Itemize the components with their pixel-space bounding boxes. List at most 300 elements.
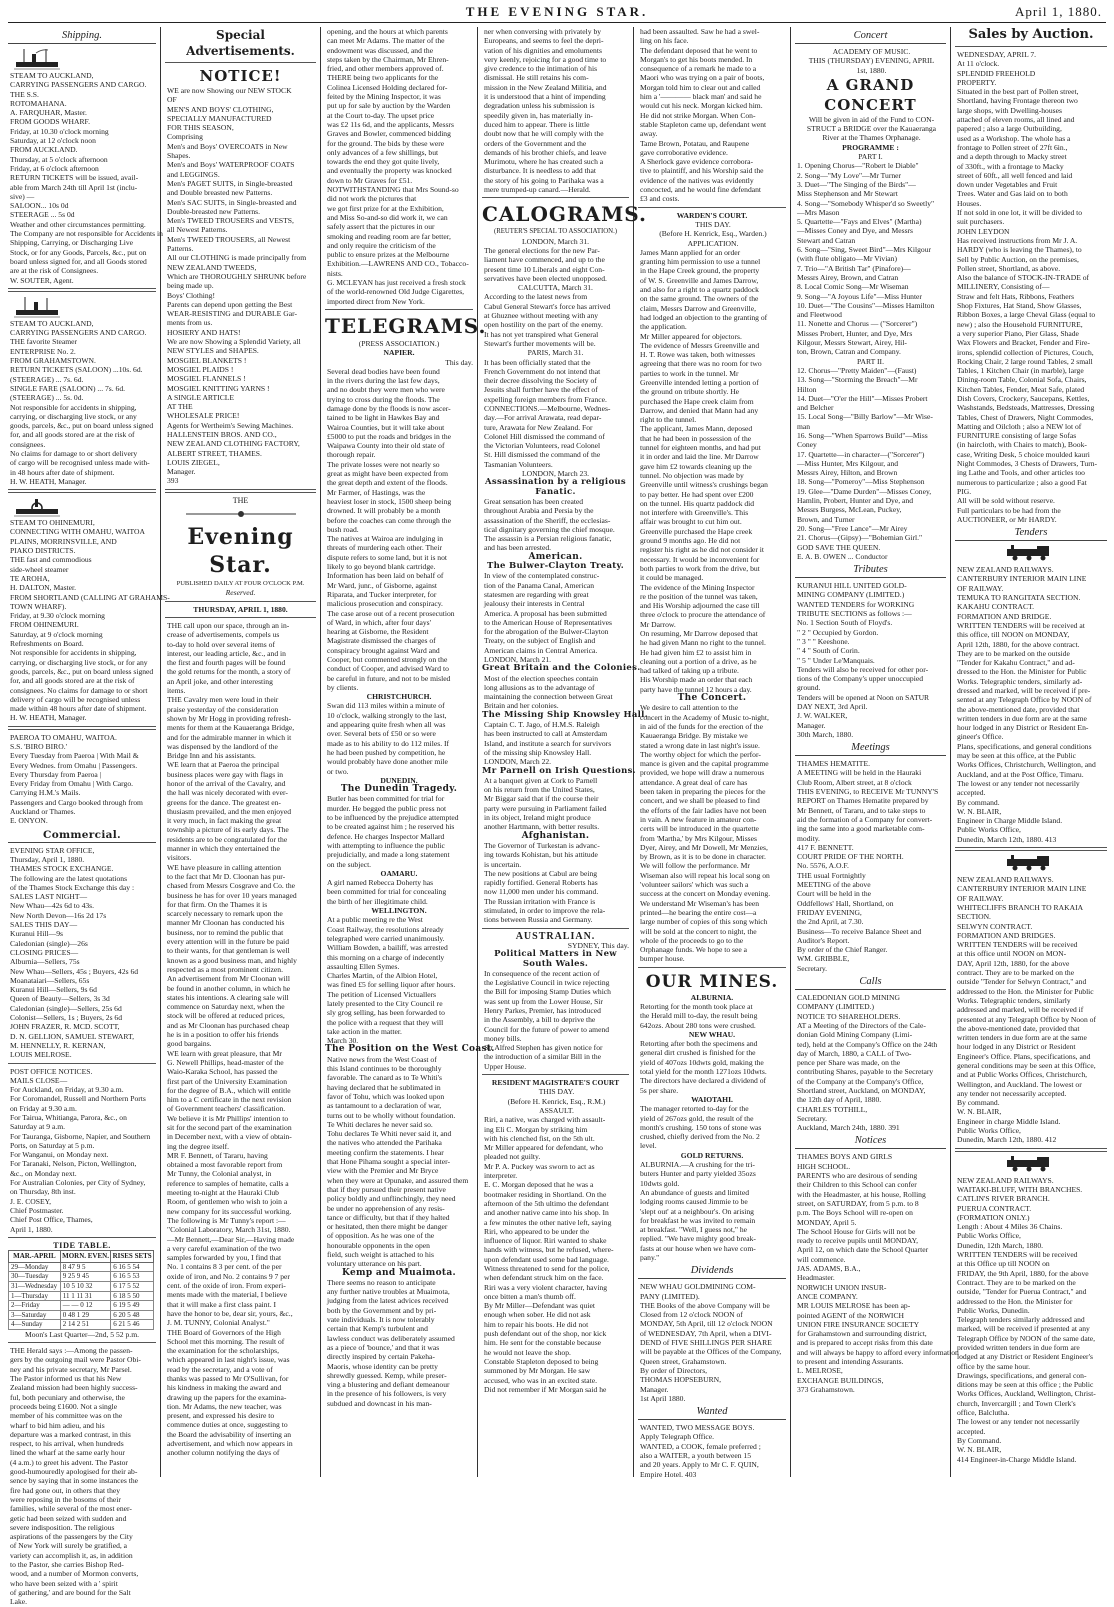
caledonian-call-notice [795, 993, 946, 1132]
text-line: tained to be light in Hawkes Bay and [327, 413, 440, 423]
text-line: HOSIERY AND HATS! [167, 327, 241, 337]
text-line: the efforts of the fair ladies have not been [640, 805, 767, 815]
text-line: reference to samples of hematite, calls a [167, 1178, 289, 1188]
text-line: Oddfellows' Hall, Shortland, on [797, 898, 894, 908]
text-line: Morgan's to get his boots mended. In [640, 54, 753, 64]
text-line: CONNECTIONS.—Melbourne, Wednes- [484, 403, 611, 413]
text-line: Murimotu, where he has created such a [484, 157, 604, 167]
text-line: with attempting to influence the public [327, 840, 445, 850]
tide-cell: — — 0 12 [60, 1301, 111, 1311]
text-line: 9. Song—"A Joyous Life"—Miss Hunter [797, 291, 922, 301]
text-line: For Tairua, Whitianga, Parora, &c., on [10, 1112, 127, 1122]
text-line: 6. Song—"Sing, Sweet Bird"—Mrs Kilgour [797, 245, 932, 255]
text-line: and another native came into his shop. In [484, 1208, 609, 1218]
text-line: had lodged an objection to the granting of [640, 312, 768, 322]
text-line: MOSGIEL PLAIDS ! [167, 364, 234, 374]
wardens-court-heading: WARDEN'S COURT. [676, 210, 748, 220]
text-line: 20. Song—"Free Lance"—Mr Airey [797, 523, 908, 533]
text-line: Waio-Karaka School, has passed the [167, 1067, 278, 1077]
text-line: or two. [327, 766, 349, 776]
text-line: THIS (THURSDAY) EVENING, APRIL [808, 56, 935, 66]
text-line: No claims for damage to or short delivery [10, 448, 138, 458]
text-line: carrying, or discharging live stock, or any [10, 411, 137, 421]
dateline-calcutta: CALCUTTA, March 31. [518, 283, 593, 293]
text-line: Double-breasted new Patterns. [167, 206, 260, 216]
text-line: and is prepared to accept risks from this date [797, 1338, 933, 1348]
text-line: assassination of the Sheriff, the ecclesias- [484, 515, 611, 525]
text-line: with the Headmaster, at his house, Rolling [797, 1189, 926, 1199]
text-line: new company for its successful working. [167, 1206, 292, 1216]
text-line: 10dwts gold. [640, 1178, 680, 1188]
text-line: present, and expressed his desire to [167, 1411, 275, 1421]
railway-engine-icon [1001, 1156, 1061, 1172]
rm-court-subhead [482, 1087, 629, 1115]
alburnia-heading: ALBURNIA. [690, 992, 734, 1002]
text-line: of the Company at the Company's Office, [797, 1076, 924, 1086]
text-line: Night Commodes, 3 Chests of Drawers, Turn- [957, 459, 1098, 469]
text-line: obtained a most favorable report from [167, 1160, 283, 1170]
text-line: The evidence of the Mining Inspector [640, 582, 755, 592]
rotomahana-notice [8, 71, 163, 285]
text-line: Public Works, Dunedin. [957, 1305, 1030, 1315]
text-line: Caledonian (single)—Sellers, 25s 6d [10, 1003, 122, 1013]
text-line: Empire Hotel. 403 [640, 1469, 697, 1479]
text-line: dressed and marked, will be received if pre- [957, 686, 1091, 695]
text-line: total yield for the month 1271ozs 10dwts. [640, 1067, 767, 1077]
text-line: ture, Arawata for New Zealand. For [484, 422, 593, 432]
text-line: at this office until NOON on MON- [957, 949, 1067, 959]
text-line: WEAR-RESISTING and DURABLE Gar- [167, 309, 297, 319]
text-line: 30th March, 1880. [797, 729, 854, 739]
text-line: contributing Shares, payable to the Secretary [797, 1067, 934, 1077]
parnell-heading: Mr Parnell on Irish Questions. [482, 765, 636, 776]
text-line: For Wanganui, on Monday next. [10, 1150, 109, 1160]
text-line: frontage to Pollen street of 27ft 6in., [957, 142, 1068, 152]
tide-cell: 2 14 2 51 [60, 1320, 111, 1330]
text-line: RETURN TICKETS will be issued, avail- [10, 173, 139, 183]
paper-title: THE EVENING STAR. [465, 4, 649, 19]
text-line: 393 [167, 476, 179, 486]
text-line: had talked of taking up a tribute. [640, 666, 739, 676]
part-one-label: PART I. [858, 152, 883, 162]
grand-concert-heading: A GRAND CONCERT [824, 75, 917, 114]
text-line: Headmaster. [797, 1273, 835, 1283]
text-line: If not sold in one lot, it will be divided to [957, 208, 1083, 218]
table-row [9, 1262, 154, 1272]
text-line: away. [640, 129, 658, 139]
text-line: buters Hunter and party yielded 35ozs [640, 1169, 756, 1179]
text-line: ing the degree itself. [167, 1141, 229, 1151]
railway-engine-icon [1001, 855, 1061, 871]
text-line: would probably have done another mile [327, 757, 448, 767]
academy-notice [795, 47, 946, 75]
text-line: will be payable at the Offices of the Company, [640, 1347, 782, 1357]
text-line: River at the Thames Orphanage. [822, 133, 921, 143]
text-line: chased from Messrs Cosgrave and Co. the [167, 881, 296, 891]
text-line: 'slept out' at a neighbour's. On arising [640, 1206, 754, 1216]
text-line: We understand Mr Wiseman's has been [640, 898, 760, 908]
text-line: MONDAY, 5th April, till 12 o'clock NOON [640, 1319, 773, 1329]
text-line: Queen street, Grahamstown. [640, 1356, 727, 1366]
tide-col-head: MORN. EVEN. [60, 1251, 111, 1263]
text-line: Public Works Office, [957, 1231, 1021, 1241]
text-line: THE Herald says :—Among the passen- [10, 1346, 133, 1356]
text-line: HARDY (who is leaving the Thames), to [957, 245, 1082, 255]
text-line: as a piece of 'bounce,' and that it was [327, 1342, 440, 1352]
text-line: £3 and costs. [640, 194, 680, 204]
text-line: Mr P. A. Puckey was sworn to act as [484, 1161, 595, 1171]
text-line: three o'clock to procure the attendance of [640, 610, 766, 620]
text-line: FROM SHORTLAND (CALLING AT GRAHAMS- [10, 592, 170, 602]
text-line: By command. [957, 797, 1000, 807]
biro-biro-notice [8, 733, 156, 826]
text-line: They are to be marked on the outside [957, 648, 1070, 658]
text-line: tunnel. No objection was made by [640, 470, 744, 480]
text-line: MEN'S AND BOYS' CLOTHING, [167, 104, 274, 114]
text-line: ACADEMY OF MUSIC. [832, 47, 911, 56]
text-line: at the Court to-day. The upset price [327, 110, 435, 120]
rights-reserved: Reserved. [225, 588, 256, 598]
text-line: NEW STYLES and SHAPES. [167, 346, 259, 356]
text-line: hearing at Gisborne, the Resident [327, 627, 429, 637]
text-line: Mr Tunny, the Colonial analyst, in [167, 1169, 272, 1179]
text-line: of the world-renowned Old Judge Cigarettes, [327, 287, 465, 297]
text-line: Situated in the best part of Pollen street, [957, 87, 1079, 97]
text-line: Every Tuesday from Paeroa | With Mail & [10, 751, 139, 761]
text-line: According to the latest news from [484, 292, 588, 302]
table-row [9, 1320, 154, 1330]
text-line: open hostility on the part of the enemy. [484, 320, 603, 330]
text-line: The evidence of Messrs Greenville and [640, 340, 760, 350]
text-line: of cargo will be recognised unless made with- [10, 458, 150, 468]
text-line: Coast Railway, the resolutions already [327, 924, 444, 934]
text-line: Tenders will be opened at Noon on SATUR [797, 692, 930, 702]
text-line: UNION FIRE INSURANCE SOCIETY [797, 1319, 920, 1329]
text-line: WE have pleasure in calling attention [167, 862, 282, 872]
tide-cell: 9 25 9 45 [60, 1272, 111, 1282]
text-line: Washstands, Bedsteads, Mattresses, Dressing [957, 403, 1095, 413]
text-line: Maoris, whose identity can be pretty [327, 1361, 438, 1371]
text-line: Men's and Boys' OVERCOATS in New [167, 141, 288, 151]
text-line: present time 10 Liberals and eight Con- [484, 264, 605, 274]
text-line: WE are now Showing our NEW STOCK [167, 86, 292, 95]
text-line: good-humouredly apologised for their ab- [10, 1467, 138, 1477]
text-line: The new positions at Cabul are being [484, 868, 598, 878]
text-line: The petition of Licensed Victuallers [327, 989, 437, 999]
section-head-tributes: Tributes [795, 563, 946, 578]
text-line: by Brown, as it is to be done in character. [640, 852, 766, 862]
text-line: enough when sober. He did not ask [484, 1310, 591, 1320]
text-line: concert, and we shall be pleased to find [640, 796, 760, 806]
text-line: did not work the pictures that [327, 194, 417, 204]
text-line: We believe it is Mr Phillips' intention to [167, 1113, 289, 1123]
dateline-sydney: SYDNEY, This day. [567, 940, 629, 950]
text-line: Charles Martin, of the Albion Hotel, [327, 971, 438, 981]
rm-court-heading: RESIDENT MAGISTRATE'S COURT [491, 1078, 620, 1088]
text-line: 1st April 1880. [640, 1393, 686, 1403]
text-line: Will be given in aid of the Fund to CON- [808, 114, 935, 124]
text-line: FRIDAY, the 9th April, 1880, for the above [957, 1268, 1089, 1278]
text-line: the police with a request that they will [327, 1017, 444, 1027]
text-line: and a depth through to Macky street [957, 152, 1067, 162]
dunedin-report [325, 794, 473, 868]
text-line: (in haircloth, with Chairs to match), Book- [957, 440, 1087, 450]
text-line: pany." [640, 1253, 660, 1262]
text-line: The following are the latest quotations [10, 873, 128, 883]
text-line: MR LOUIS MELROSE has been ap- [797, 1301, 911, 1311]
text-line: All will be sold without reserve. [957, 496, 1055, 506]
text-line: accused, who was in an excited state. [484, 1375, 598, 1385]
text-line: of WEDNESDAY, 7th April, when a DIVI- [640, 1328, 772, 1338]
selwyn-tender-notice [955, 875, 1107, 1145]
kuranui-tributes-notice [795, 581, 946, 739]
text-line: Kitchen Tables, Fender, Meat Safe, plated [957, 384, 1085, 394]
text-line: Caledonian (single)—26s [10, 938, 88, 948]
text-line: (with flute obligato—Mr Vivian) [797, 254, 898, 264]
text-line: affair was brought to cut him out. [640, 517, 742, 527]
text-line: Mr Ward, junr., of Gisborne, against [327, 580, 437, 590]
text-line: Refreshments on Board. [10, 639, 84, 649]
text-line: thanks was passed to Mr O'Sullivan, for [167, 1374, 289, 1383]
text-line: WRITTEN TENDERS will be received at [957, 620, 1085, 630]
text-line: H. W. HEATH, Manager. [10, 476, 87, 486]
text-line: Captain C. T. Jago, of H.M.S. Raleigh [484, 720, 600, 730]
text-line: The worthy object for which the perfor- [640, 749, 761, 759]
text-line: at this Office up till NOON on [957, 1259, 1050, 1269]
text-line: His Worship made an order that each [640, 675, 753, 685]
text-line: pointed AGENT of the NORWICH [797, 1310, 905, 1320]
text-line: The following is Mr Tunny's report :— [167, 1215, 286, 1225]
text-line: We will follow the performance. Mr [640, 861, 750, 871]
text-line: Witness threatened to send for the police, [484, 1264, 610, 1273]
text-line: pence per Share was made, on the [797, 1058, 901, 1068]
text-line: CATLIN'S RIVER BRANCH. [957, 1194, 1050, 1204]
text-line: JOHN LEYDON [957, 226, 1010, 236]
text-line: The School House for Girls will not be [797, 1226, 916, 1236]
text-line: can meet Mr Adams. The matter of the [327, 36, 445, 46]
text-line: THE Books of the above Company will be [640, 1300, 770, 1310]
text-line: greens for the dance. The greatest en- [167, 797, 281, 807]
text-line: Kilgour, Messrs Stewart, Airey, Hil- [797, 338, 907, 348]
text-line: purchased the Hape creek claim from [640, 396, 754, 406]
text-line: business, nor to remind the public that [167, 927, 284, 937]
text-line: By command. [957, 1098, 1000, 1108]
text-line: oxide of iron, and No. 2 contains 9 7 per [167, 1271, 290, 1281]
text-line: to be created against him ; he reserved his [327, 822, 455, 832]
text-line: in the Assembly, a bill to deprive the [484, 1015, 596, 1025]
west-coast-heading: The Position on the West Coast. [325, 1044, 495, 1055]
text-line: addressed and marked, will be received if [957, 1005, 1084, 1015]
colonies-report [482, 674, 629, 711]
text-line: Pollen street, Shortland, as above. [957, 263, 1061, 273]
text-line: PROPERTY. [957, 77, 997, 87]
text-line: It has not yet transpired what General [484, 329, 599, 339]
text-line: 12. Chorus—"Pretty Maiden"—(Faust) [797, 365, 917, 375]
text-line: him to a C certificate in the next revision [167, 1095, 292, 1105]
text-line: THAMES BOYS AND GIRLS [797, 1152, 893, 1162]
tide-cell: 2—Friday [9, 1301, 61, 1311]
text-line: case, Writing Desk, 5 choice moulded kauri [957, 449, 1090, 459]
text-line: Cabul General Stewart's force has arrived [484, 301, 611, 311]
text-line: " 3 " " Keeshone. [797, 636, 850, 646]
text-line: Ports, on Saturday at 5 p.m. [10, 1140, 95, 1150]
text-line: ROTOMAHANA. [10, 98, 67, 108]
text-line: Waipawa County into their old state of [327, 441, 445, 451]
text-line: Engineer in charge Middle Island. [957, 1116, 1061, 1126]
text-line: J. E. COSEY, [10, 1196, 52, 1206]
text-line: For Australian Colonies, per City of Sydney, [10, 1178, 146, 1188]
text-line: ready to receive pupils until MONDAY, [797, 1236, 919, 1246]
issue-date: April 1, 1880. [1015, 4, 1102, 19]
text-line: pleaded not guilty. [484, 1152, 541, 1162]
text-line: SALES THIS DAY— [10, 920, 78, 930]
text-line: meeting confirm the statements. I hear [327, 1147, 444, 1157]
text-line: 417 F. BENNETT. [797, 842, 854, 852]
text-line: Engineer's Office. Plans, specifications, and [957, 1051, 1091, 1061]
text-line: KAKAHU CONTRACT. [957, 602, 1035, 612]
text-line: Matting and Oilcloth ; also a NEW lot of [957, 421, 1082, 431]
text-line: opening, and the hours at which parents [327, 27, 448, 36]
text-line: day of March, 1880, a CALL of Two- [797, 1048, 912, 1058]
text-line: printed—he bearing the entire cost—a [640, 907, 757, 917]
text-line: THAMES HEMATITE. [797, 759, 870, 769]
text-line: Exhibition.—LAWRENS AND CO., Tobacco- [327, 259, 469, 269]
text-line: TRIBUTE SECTIONS as follows :— [797, 609, 912, 619]
text-line: be careful in future, and not to be misled [327, 673, 451, 683]
text-line: Graves and Bowler, commenced bidding [327, 129, 451, 139]
text-line: the above-mentioned date, provided that [957, 1023, 1080, 1033]
text-line: member of his committee was on the [10, 1411, 123, 1421]
text-line: bootmaker residing in Shortland. On the [484, 1189, 607, 1199]
text-line: written tenders in due form are at the same [957, 1033, 1087, 1043]
puerua-tender-notice [955, 1176, 1107, 1464]
text-line: consequence of a remark he made to a [640, 64, 757, 74]
text-line: getic had been seized with sudden and [10, 1513, 127, 1523]
text-line: another Hartmann, with better results. [484, 822, 600, 832]
text-line: for the ground. The bids by these were [327, 138, 445, 148]
tide-cell: 6 19 5 49 [111, 1301, 154, 1311]
text-line: 17. Quartette—in character—("Sorcerer") [797, 449, 925, 459]
text-line: large shops, with Dwelling-houses [957, 105, 1062, 115]
enterprise-notice [8, 319, 156, 486]
tide-col-head: RISES SETS [111, 1251, 154, 1263]
text-line: THOMAS HOPSEBURN, [640, 1375, 722, 1385]
text-line: 13. Song—"Storming the Breach"—Mr [797, 375, 918, 385]
text-line: orders of the Government and the [484, 138, 587, 148]
text-line: gers by the outgoing mail were Pastor Obi- [10, 1355, 141, 1365]
text-line: Wax Flowers and Bracket, Fender and Fire- [957, 338, 1090, 348]
text-line: and at Public Works Offices, Christchurch, [957, 1070, 1088, 1080]
text-line: Council for the future of power to amend [484, 1024, 610, 1034]
text-line: MONDAY, April 5. [797, 1217, 857, 1227]
text-line: By Command. [957, 1435, 1002, 1445]
text-line: 414 Engineer-in-Charge Middle Island. [957, 1454, 1077, 1464]
text-line: TOWN WHARF). [10, 601, 67, 611]
text-line: Comprising [167, 132, 203, 142]
text-line: likely to go beyond blank cartridge. [327, 562, 436, 572]
tide-cell: 10 5 10 32 [60, 1281, 111, 1291]
text-line: Saturday, at 9 o'clock morning [10, 629, 103, 639]
text-line: The Russian irritation with France is [484, 896, 596, 906]
text-line: Cooper, but commented strongly on the [327, 655, 448, 664]
text-line: favor of Tohu, which was looked upon [327, 1091, 445, 1101]
text-line: CARRYING PASSENGERS AND CARGO. [10, 80, 147, 90]
text-line: when they were at Opunake, and assured them [327, 1175, 469, 1185]
text-line: on Friday at 9.30 a.m. [10, 1103, 77, 1113]
text-line: Wairoa Counties, but it will take about [327, 422, 445, 432]
text-line: The case arose out of a recent prosecution [327, 608, 455, 618]
text-line: to be influenced by the prejudice attempted [327, 813, 459, 823]
text-line: defence. He charges Inspector Mallard [327, 831, 445, 841]
text-line: the ground on tribute shortly. He [640, 387, 740, 397]
text-line: Mr Biggar said that if the course their [484, 794, 599, 804]
text-line: There seems no reason to anticipate [327, 1277, 436, 1287]
tide-cell: 31—Wednesday [9, 1281, 61, 1291]
text-line: OF RAILWAY. [957, 893, 1004, 903]
text-line: Constable Stapleton deposed to being [484, 1356, 599, 1366]
text-line: replied. "We have mighty good break- [640, 1234, 756, 1244]
text-line: the great depth and extent of the floods. [327, 478, 448, 488]
text-line: the examination for the scholarships, [167, 1346, 279, 1356]
text-line: any tender not necessarily accepted. [957, 1088, 1067, 1098]
local-news-body [165, 621, 316, 1458]
text-line: over. Several bets of £50 or so were [327, 729, 436, 739]
text-line: Secretary. [797, 1113, 828, 1123]
text-line: was sent up from the Lower House, Sir [484, 996, 603, 1006]
text-line: attendance. A great deal of care has [640, 777, 748, 787]
text-line: —Misses Coney and Dye, and Messrs [797, 226, 914, 236]
text-line: by clients. [327, 682, 359, 692]
text-line: Wellington, and Auckland. The lowest or [957, 1079, 1082, 1089]
text-line: Europeans, and seems to feel the depri- [484, 36, 604, 46]
text-line: SELWYN CONTRACT. [957, 921, 1033, 931]
text-line: hands with witness, but he refused, where- [484, 1245, 614, 1255]
text-line: We are now Showing a Splendid Variety, all [167, 337, 301, 347]
text-line: Stock, or for any Goods, Parcels, &c., put on [10, 247, 147, 257]
text-line: ground. [797, 683, 821, 693]
treaty-report [482, 571, 629, 664]
text-line: £5000 to put the roads and bridges in the [327, 431, 452, 441]
text-line: marked, will be received if presented at any [957, 1324, 1090, 1334]
text-line: Men's TWEED TROUSERS and VESTS, [167, 216, 294, 226]
text-line: 11. Nonette and Chorus — ("Sorcerer") [797, 319, 918, 329]
text-line: Trees. Water and Gas laid on to both [957, 189, 1068, 199]
text-line: DAY, April 12th, 1880, for the above [957, 958, 1070, 968]
text-line: NOTWITHSTANDING that Mrs Sound-so [327, 185, 459, 195]
text-line: the Board the advisability of inserting an [167, 1429, 292, 1439]
text-line: Morgan told him to clear out and called [640, 82, 761, 92]
text-line: township a picture of its early days. The [167, 825, 289, 835]
text-line: Friday, at 9.30 o'clock morning [10, 611, 105, 621]
text-line: The lowest or any tender not necessarily [957, 1417, 1080, 1427]
text-line: in the presence of his followers, is very [327, 1389, 447, 1399]
text-line: summoned by Mr Morgan. He saw [484, 1366, 591, 1376]
text-line: gave him £2 towards cleaning up the [640, 461, 752, 471]
text-line: American claims in Central America. [484, 645, 598, 655]
text-line: W. N. BLAIR, [957, 1445, 1002, 1455]
text-line: and will always be happy to afford every information [797, 1347, 959, 1357]
text-line: Messrs Airey, Brown, and Catran [797, 272, 899, 282]
text-line: The assassin is a Persian religious fanatic, [484, 534, 612, 544]
text-line: in December next, with a view of obtain- [167, 1132, 292, 1142]
text-line: 15. Local Song—"Billy Barlow"—Mr Wise- [797, 412, 933, 422]
text-line: SALOON... 10s 0d [10, 201, 69, 211]
text-line: maintaining the connection between Great [484, 692, 613, 702]
this-day-label: This day. [445, 357, 473, 367]
text-line: 14. Duet—"O'er the Hill"—Misses Probert [797, 393, 928, 403]
text-line: used as a Workshop. The whole has a [957, 133, 1071, 143]
text-line: WHOLESALE PRICE! [167, 411, 240, 421]
